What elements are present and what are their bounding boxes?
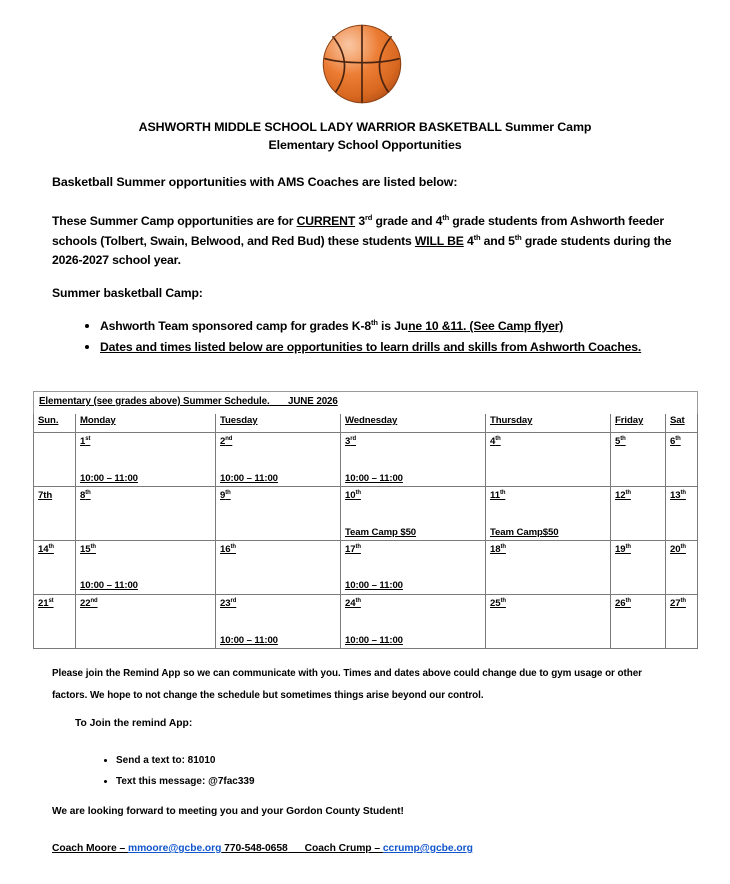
list-item: • Ashworth Team sponsored camp for grades K-8th is June 10 &11. (See Camp flyer) [100,316,710,337]
join-instructions-label: To Join the remind App: [75,718,193,729]
table-row [34,487,698,541]
schedule-body [34,392,698,649]
coach-moore-name: Coach Moore – [52,843,128,854]
day-cell: 11th Team Camp$50 [486,487,611,541]
schedule-caption [34,392,698,415]
title-line-1: ASHWORTH MIDDLE SCHOOL LADY WARRIOR BASKETBALL Summer Camp [138,120,592,134]
table-row [34,541,698,595]
day-cell: 25th [486,595,611,649]
column-header-fri: Friday [611,414,666,433]
lead-statement: Basketball Summer opportunities with AMS Coaches are listed below: [52,175,458,189]
coach-moore-email-link[interactable]: mmoore@gcbe.org [127,843,222,854]
day-cell: 15th 10:00 – 11:00 [76,541,216,595]
list-item: • Text this message: @7fac339 [116,771,516,792]
day-cell: 14th [34,541,76,595]
contact-line [52,843,473,854]
day-cell: 5th [611,433,666,487]
day-cell: 20th [666,541,698,595]
schedule-caption-row [34,392,698,415]
coach-crump-email-link[interactable]: ccrump@gcbe.org [382,843,473,854]
eligibility-paragraph: These Summer Camp opportunities are for CURRENT 3rd grade and 4th grade students from Ashworth feeder schools (Tolbert, Swain, Belwood, and Red Bud) these students WILL BE 4th and 5th grade students during the 2026-2027 school year. [52,212,672,267]
coach-crump-name: Coach Crump – [304,843,383,854]
day-cell: 21st [34,595,76,649]
day-cell: 12th [611,487,666,541]
schedule-header-row [34,414,698,433]
column-header-tue: Tuesday [216,414,341,433]
list-item: • Send a text to: 81010 [116,750,516,771]
column-header-wed: Wednesday [341,414,486,433]
day-cell: 24th 10:00 – 11:00 [341,595,486,649]
remind-app-note: Please join the Remind App so we can communicate with you. Times and dates above could change due to gym usage or other factors. We hope to not change the schedule but sometimes things arise beyond our control. [52,668,642,701]
day-cell: 7th [34,487,76,541]
title-line-2: Elementary School Opportunities [268,138,462,152]
basketball-icon [318,20,406,108]
list-item: • Dates and times listed below are opportunities to learn drills and skills from Ashworth Coaches. [100,337,710,358]
day-cell [34,433,76,487]
day-cell: 18th [486,541,611,595]
column-header-sat: Sat [666,414,698,433]
day-cell: 27th [666,595,698,649]
day-cell: 10th Team Camp $50 [341,487,486,541]
day-cell: 8th [76,487,216,541]
day-cell: 3rd 10:00 – 11:00 [341,433,486,487]
closing-statement: We are looking forward to meeting you and your Gordon County Student! [52,806,404,817]
coach-moore-phone: 770-548-0658 [221,843,288,854]
caption-text: Elementary (see grades above) Summer Schedule. [39,396,270,407]
column-header-thu: Thursday [486,414,611,433]
day-cell: 26th [611,595,666,649]
day-cell: 2nd 10:00 – 11:00 [216,433,341,487]
caption-month: JUNE 2026 [287,396,338,407]
day-cell: 23rd 10:00 – 11:00 [216,595,341,649]
day-cell: 17th 10:00 – 11:00 [341,541,486,595]
section-subheading: Summer basketball Camp: [52,286,203,300]
day-cell: 13th [666,487,698,541]
table-row [34,433,698,487]
column-header-sun: Sun. [34,414,76,433]
day-cell: 9th [216,487,341,541]
day-cell: 1st 10:00 – 11:00 [76,433,216,487]
join-steps-list [90,750,516,792]
summer-schedule-table [33,391,698,649]
day-cell: 6th [666,433,698,487]
camp-bullet-list [70,316,710,357]
day-cell: 4th [486,433,611,487]
table-row [34,595,698,649]
day-cell: 19th [611,541,666,595]
day-cell: 22nd [76,595,216,649]
column-header-mon: Monday [76,414,216,433]
day-cell: 16th [216,541,341,595]
page-title [0,118,730,154]
